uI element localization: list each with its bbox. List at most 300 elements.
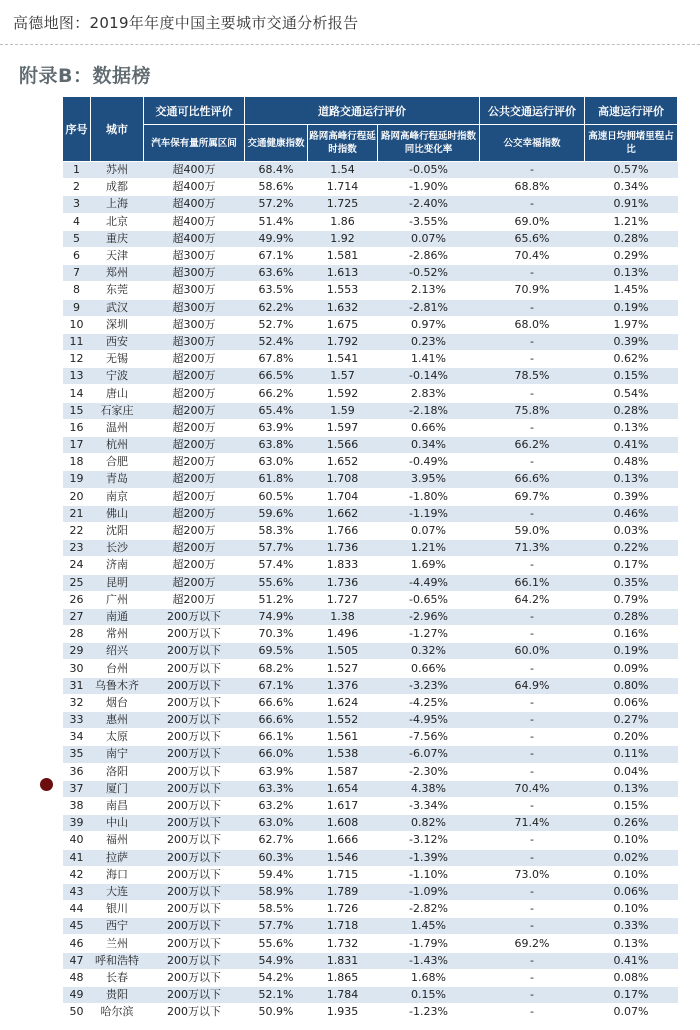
cell-congestion: 0.19% (585, 299, 678, 316)
cell-delay-change: -1.90% (378, 179, 480, 196)
header-road: 道路交通运行评价 (245, 97, 480, 125)
cell-index: 44 (63, 901, 91, 918)
cell-happiness: 64.2% (480, 591, 585, 608)
cell-happiness: - (480, 849, 585, 866)
cell-peak-delay: 1.57 (308, 368, 378, 385)
cell-peak-delay: 1.727 (308, 591, 378, 608)
cell-index: 11 (63, 333, 91, 350)
cell-index: 34 (63, 729, 91, 746)
cell-car-level: 200万以下 (144, 901, 245, 918)
cell-car-level: 超400万 (144, 230, 245, 247)
cell-congestion: 0.09% (585, 660, 678, 677)
cell-delay-change: -0.52% (378, 265, 480, 282)
cell-car-level: 超400万 (144, 196, 245, 213)
cell-index: 9 (63, 299, 91, 316)
cell-city: 南宁 (91, 746, 144, 763)
cell-index: 23 (63, 540, 91, 557)
cell-congestion: 0.41% (585, 952, 678, 969)
cell-car-level: 超300万 (144, 282, 245, 299)
cell-city: 佛山 (91, 505, 144, 522)
cell-peak-delay: 1.725 (308, 196, 378, 213)
cell-index: 42 (63, 866, 91, 883)
cell-peak-delay: 1.736 (308, 574, 378, 591)
cell-city: 广州 (91, 591, 144, 608)
cell-happiness: - (480, 746, 585, 763)
cell-delay-change: 0.15% (378, 987, 480, 1004)
cell-happiness: - (480, 351, 585, 368)
header-index: 序号 (63, 97, 91, 162)
cell-index: 13 (63, 368, 91, 385)
cell-congestion: 0.03% (585, 522, 678, 539)
table-row (63, 935, 678, 952)
cell-car-level: 超300万 (144, 265, 245, 282)
cell-health: 67.1% (245, 247, 308, 264)
cell-index: 15 (63, 402, 91, 419)
cell-city: 常州 (91, 626, 144, 643)
cell-index: 25 (63, 574, 91, 591)
cell-index: 7 (63, 265, 91, 282)
appendix-title: 附录B：数据榜 (19, 65, 151, 87)
cell-delay-change: 1.45% (378, 918, 480, 935)
cell-city: 银川 (91, 901, 144, 918)
cell-congestion: 0.13% (585, 935, 678, 952)
cell-congestion: 0.39% (585, 333, 678, 350)
cell-happiness: - (480, 385, 585, 402)
cell-health: 54.2% (245, 969, 308, 986)
cell-city: 南京 (91, 488, 144, 505)
cell-index: 48 (63, 969, 91, 986)
cell-index: 21 (63, 505, 91, 522)
cell-city: 沈阳 (91, 522, 144, 539)
cell-peak-delay: 1.613 (308, 265, 378, 282)
subheader-health: 交通健康指数 (245, 125, 308, 162)
cell-happiness: 78.5% (480, 368, 585, 385)
cell-city: 中山 (91, 815, 144, 832)
cell-health: 69.5% (245, 643, 308, 660)
cell-peak-delay: 1.38 (308, 608, 378, 625)
cell-health: 67.1% (245, 677, 308, 694)
cell-car-level: 200万以下 (144, 883, 245, 900)
cell-delay-change: -1.10% (378, 866, 480, 883)
cell-city: 重庆 (91, 230, 144, 247)
cell-car-level: 超300万 (144, 316, 245, 333)
cell-happiness: 66.1% (480, 574, 585, 591)
cell-car-level: 200万以下 (144, 969, 245, 986)
cell-city: 东莞 (91, 282, 144, 299)
cell-index: 8 (63, 282, 91, 299)
cell-index: 22 (63, 522, 91, 539)
cell-happiness: 70.4% (480, 247, 585, 264)
cell-congestion: 0.08% (585, 969, 678, 986)
cell-peak-delay: 1.505 (308, 643, 378, 660)
table-row (63, 316, 678, 333)
cell-happiness: 64.9% (480, 677, 585, 694)
cell-peak-delay: 1.704 (308, 488, 378, 505)
cell-car-level: 超200万 (144, 454, 245, 471)
cell-happiness: - (480, 1004, 585, 1021)
cell-delay-change: -1.27% (378, 626, 480, 643)
cell-city: 拉萨 (91, 849, 144, 866)
cell-delay-change: -2.81% (378, 299, 480, 316)
table-row (63, 883, 678, 900)
ranking-table-container (62, 96, 677, 1021)
header-city: 城市 (91, 97, 144, 162)
table-row (63, 763, 678, 780)
cell-congestion: 0.10% (585, 866, 678, 883)
cell-happiness: 71.4% (480, 815, 585, 832)
table-row (63, 626, 678, 643)
cell-health: 60.5% (245, 488, 308, 505)
cell-car-level: 200万以下 (144, 797, 245, 814)
cell-happiness: 73.0% (480, 866, 585, 883)
cell-car-level: 200万以下 (144, 763, 245, 780)
cell-city: 呼和浩特 (91, 952, 144, 969)
cell-car-level: 200万以下 (144, 780, 245, 797)
cell-peak-delay: 1.608 (308, 815, 378, 832)
cell-delay-change: -3.23% (378, 677, 480, 694)
cell-index: 30 (63, 660, 91, 677)
cell-delay-change: 1.69% (378, 557, 480, 574)
cell-congestion: 0.15% (585, 368, 678, 385)
cell-car-level: 超300万 (144, 333, 245, 350)
cell-delay-change: 1.21% (378, 540, 480, 557)
cell-index: 17 (63, 437, 91, 454)
cell-delay-change: 0.07% (378, 522, 480, 539)
table-row (63, 952, 678, 969)
cell-index: 6 (63, 247, 91, 264)
cell-delay-change: -4.95% (378, 712, 480, 729)
cell-city: 昆明 (91, 574, 144, 591)
cell-happiness: 70.9% (480, 282, 585, 299)
cell-happiness: - (480, 196, 585, 213)
cell-peak-delay: 1.496 (308, 626, 378, 643)
cell-city: 无锡 (91, 351, 144, 368)
cell-delay-change: 0.97% (378, 316, 480, 333)
cell-delay-change: -1.09% (378, 883, 480, 900)
cell-index: 10 (63, 316, 91, 333)
cell-happiness: 68.8% (480, 179, 585, 196)
cell-index: 39 (63, 815, 91, 832)
cell-delay-change: 0.66% (378, 660, 480, 677)
cell-peak-delay: 1.617 (308, 797, 378, 814)
table-row (63, 780, 678, 797)
cell-congestion: 0.80% (585, 677, 678, 694)
cell-delay-change: 2.83% (378, 385, 480, 402)
cell-congestion: 0.10% (585, 832, 678, 849)
cell-peak-delay: 1.624 (308, 694, 378, 711)
cell-peak-delay: 1.92 (308, 230, 378, 247)
cell-city: 西宁 (91, 918, 144, 935)
table-row (63, 574, 678, 591)
cell-city: 洛阳 (91, 763, 144, 780)
cell-city: 深圳 (91, 316, 144, 333)
cell-peak-delay: 1.831 (308, 952, 378, 969)
cell-peak-delay: 1.541 (308, 351, 378, 368)
cell-delay-change: -2.96% (378, 608, 480, 625)
cell-health: 57.4% (245, 557, 308, 574)
cell-peak-delay: 1.766 (308, 522, 378, 539)
table-row (63, 471, 678, 488)
cell-car-level: 200万以下 (144, 832, 245, 849)
cell-congestion: 0.16% (585, 626, 678, 643)
cell-peak-delay: 1.652 (308, 454, 378, 471)
cell-peak-delay: 1.538 (308, 746, 378, 763)
header-comparability: 交通可比性评价 (144, 97, 245, 125)
table-row (63, 282, 678, 299)
cell-congestion: 0.15% (585, 797, 678, 814)
cell-health: 51.2% (245, 591, 308, 608)
table-row (63, 505, 678, 522)
header-public: 公共交通运行评价 (480, 97, 585, 125)
cell-delay-change: -6.07% (378, 746, 480, 763)
cell-index: 40 (63, 832, 91, 849)
cell-peak-delay: 1.597 (308, 419, 378, 436)
cell-happiness: - (480, 505, 585, 522)
cell-peak-delay: 1.86 (308, 213, 378, 230)
cell-city: 哈尔滨 (91, 1004, 144, 1021)
cell-index: 49 (63, 987, 91, 1004)
cell-happiness: - (480, 557, 585, 574)
cell-delay-change: 1.41% (378, 351, 480, 368)
table-row (63, 660, 678, 677)
subheader-car-level: 汽车保有量所属区间 (144, 125, 245, 162)
table-row (63, 557, 678, 574)
cell-index: 37 (63, 780, 91, 797)
cell-happiness: - (480, 987, 585, 1004)
table-row (63, 815, 678, 832)
table-row (63, 179, 678, 196)
table-row (63, 987, 678, 1004)
cell-delay-change: 4.38% (378, 780, 480, 797)
cell-index: 43 (63, 883, 91, 900)
cell-happiness: 69.7% (480, 488, 585, 505)
cell-car-level: 超400万 (144, 162, 245, 179)
table-row (63, 643, 678, 660)
table-row (63, 488, 678, 505)
cell-peak-delay: 1.708 (308, 471, 378, 488)
cell-city: 太原 (91, 729, 144, 746)
table-row (63, 591, 678, 608)
cell-delay-change: -0.05% (378, 162, 480, 179)
cell-city: 郑州 (91, 265, 144, 282)
cell-car-level: 200万以下 (144, 746, 245, 763)
cell-peak-delay: 1.666 (308, 832, 378, 849)
cell-city: 石家庄 (91, 402, 144, 419)
cell-delay-change: -1.23% (378, 1004, 480, 1021)
cell-car-level: 超400万 (144, 179, 245, 196)
cell-congestion: 0.17% (585, 987, 678, 1004)
cell-delay-change: -4.49% (378, 574, 480, 591)
table-row (63, 712, 678, 729)
cell-index: 4 (63, 213, 91, 230)
cell-delay-change: 0.23% (378, 333, 480, 350)
cell-index: 16 (63, 419, 91, 436)
cell-health: 63.0% (245, 454, 308, 471)
cell-congestion: 0.20% (585, 729, 678, 746)
cell-health: 58.6% (245, 179, 308, 196)
cell-index: 24 (63, 557, 91, 574)
cell-city: 台州 (91, 660, 144, 677)
cell-city: 合肥 (91, 454, 144, 471)
cell-peak-delay: 1.553 (308, 282, 378, 299)
cell-car-level: 200万以下 (144, 952, 245, 969)
cell-congestion: 0.54% (585, 385, 678, 402)
cell-car-level: 200万以下 (144, 660, 245, 677)
cell-city: 南通 (91, 608, 144, 625)
cell-health: 57.7% (245, 540, 308, 557)
cell-city: 上海 (91, 196, 144, 213)
cell-delay-change: 0.82% (378, 815, 480, 832)
report-title: 高德地图：2019年年度中国主要城市交通分析报告 (13, 14, 359, 32)
table-row (63, 299, 678, 316)
cell-car-level: 超200万 (144, 522, 245, 539)
cell-happiness: - (480, 763, 585, 780)
table-row (63, 677, 678, 694)
cell-peak-delay: 1.865 (308, 969, 378, 986)
cell-health: 66.1% (245, 729, 308, 746)
cell-happiness: - (480, 712, 585, 729)
subheader-delay-change: 路网高峰行程延时指数同比变化率 (378, 125, 480, 162)
cell-index: 38 (63, 797, 91, 814)
cell-delay-change: 1.68% (378, 969, 480, 986)
cell-health: 62.2% (245, 299, 308, 316)
table-row (63, 419, 678, 436)
cell-index: 14 (63, 385, 91, 402)
cell-peak-delay: 1.587 (308, 763, 378, 780)
cell-health: 51.4% (245, 213, 308, 230)
cell-health: 70.3% (245, 626, 308, 643)
cell-peak-delay: 1.675 (308, 316, 378, 333)
cell-happiness: - (480, 729, 585, 746)
cell-congestion: 0.34% (585, 179, 678, 196)
cell-congestion: 0.13% (585, 265, 678, 282)
cell-health: 58.3% (245, 522, 308, 539)
cell-index: 33 (63, 712, 91, 729)
cell-city: 西安 (91, 333, 144, 350)
cell-health: 49.9% (245, 230, 308, 247)
table-row (63, 849, 678, 866)
cell-delay-change: -1.80% (378, 488, 480, 505)
cell-health: 66.6% (245, 694, 308, 711)
cell-car-level: 超200万 (144, 471, 245, 488)
cell-delay-change: -2.40% (378, 196, 480, 213)
cell-happiness: - (480, 333, 585, 350)
cell-happiness: 70.4% (480, 780, 585, 797)
cell-congestion: 0.28% (585, 402, 678, 419)
cell-index: 46 (63, 935, 91, 952)
header-highway: 高速运行评价 (585, 97, 678, 125)
cell-congestion: 0.27% (585, 712, 678, 729)
cell-index: 47 (63, 952, 91, 969)
cell-car-level: 超200万 (144, 591, 245, 608)
cell-city: 兰州 (91, 935, 144, 952)
cell-health: 54.9% (245, 952, 308, 969)
cell-health: 63.6% (245, 265, 308, 282)
cell-peak-delay: 1.376 (308, 677, 378, 694)
cell-health: 59.6% (245, 505, 308, 522)
cell-delay-change: 0.07% (378, 230, 480, 247)
cell-city: 温州 (91, 419, 144, 436)
cell-car-level: 200万以下 (144, 608, 245, 625)
cell-delay-change: -1.79% (378, 935, 480, 952)
cell-delay-change: -1.19% (378, 505, 480, 522)
cell-health: 63.9% (245, 419, 308, 436)
cell-health: 63.9% (245, 763, 308, 780)
cell-happiness: - (480, 918, 585, 935)
table-row (63, 608, 678, 625)
cell-happiness: - (480, 797, 585, 814)
cell-health: 52.1% (245, 987, 308, 1004)
cell-happiness: 66.6% (480, 471, 585, 488)
cell-congestion: 0.11% (585, 746, 678, 763)
cell-city: 唐山 (91, 385, 144, 402)
cell-car-level: 超200万 (144, 351, 245, 368)
cell-index: 35 (63, 746, 91, 763)
cell-congestion: 0.17% (585, 557, 678, 574)
cell-health: 58.5% (245, 901, 308, 918)
cell-car-level: 超300万 (144, 299, 245, 316)
cell-delay-change: -4.25% (378, 694, 480, 711)
cell-health: 52.7% (245, 316, 308, 333)
table-row (63, 540, 678, 557)
table-row (63, 385, 678, 402)
cell-congestion: 0.26% (585, 815, 678, 832)
cell-happiness: 71.3% (480, 540, 585, 557)
cell-delay-change: -2.82% (378, 901, 480, 918)
cell-happiness: - (480, 832, 585, 849)
cell-car-level: 200万以下 (144, 712, 245, 729)
cell-peak-delay: 1.736 (308, 540, 378, 557)
cell-city: 烟台 (91, 694, 144, 711)
cell-index: 28 (63, 626, 91, 643)
cell-health: 57.7% (245, 918, 308, 935)
cell-happiness: - (480, 162, 585, 179)
cell-index: 41 (63, 849, 91, 866)
cell-happiness: - (480, 883, 585, 900)
cell-congestion: 0.29% (585, 247, 678, 264)
cell-congestion: 0.06% (585, 694, 678, 711)
cell-delay-change: 2.13% (378, 282, 480, 299)
cell-peak-delay: 1.789 (308, 883, 378, 900)
cell-index: 45 (63, 918, 91, 935)
cell-index: 18 (63, 454, 91, 471)
cell-index: 26 (63, 591, 91, 608)
cell-health: 63.3% (245, 780, 308, 797)
cell-city: 宁波 (91, 368, 144, 385)
cell-peak-delay: 1.784 (308, 987, 378, 1004)
cell-congestion: 0.13% (585, 780, 678, 797)
title-divider (0, 44, 700, 45)
cell-car-level: 超200万 (144, 385, 245, 402)
table-body (63, 162, 678, 1021)
cell-health: 66.2% (245, 385, 308, 402)
cell-car-level: 200万以下 (144, 849, 245, 866)
cell-index: 29 (63, 643, 91, 660)
cell-health: 61.8% (245, 471, 308, 488)
cell-happiness: - (480, 626, 585, 643)
cell-congestion: 0.02% (585, 849, 678, 866)
table-row (63, 797, 678, 814)
cell-city: 武汉 (91, 299, 144, 316)
cell-peak-delay: 1.632 (308, 299, 378, 316)
cell-city: 天津 (91, 247, 144, 264)
table-row (63, 213, 678, 230)
table-row (63, 230, 678, 247)
cell-car-level: 200万以下 (144, 935, 245, 952)
cell-car-level: 超200万 (144, 402, 245, 419)
table-row (63, 901, 678, 918)
cell-congestion: 0.07% (585, 1004, 678, 1021)
